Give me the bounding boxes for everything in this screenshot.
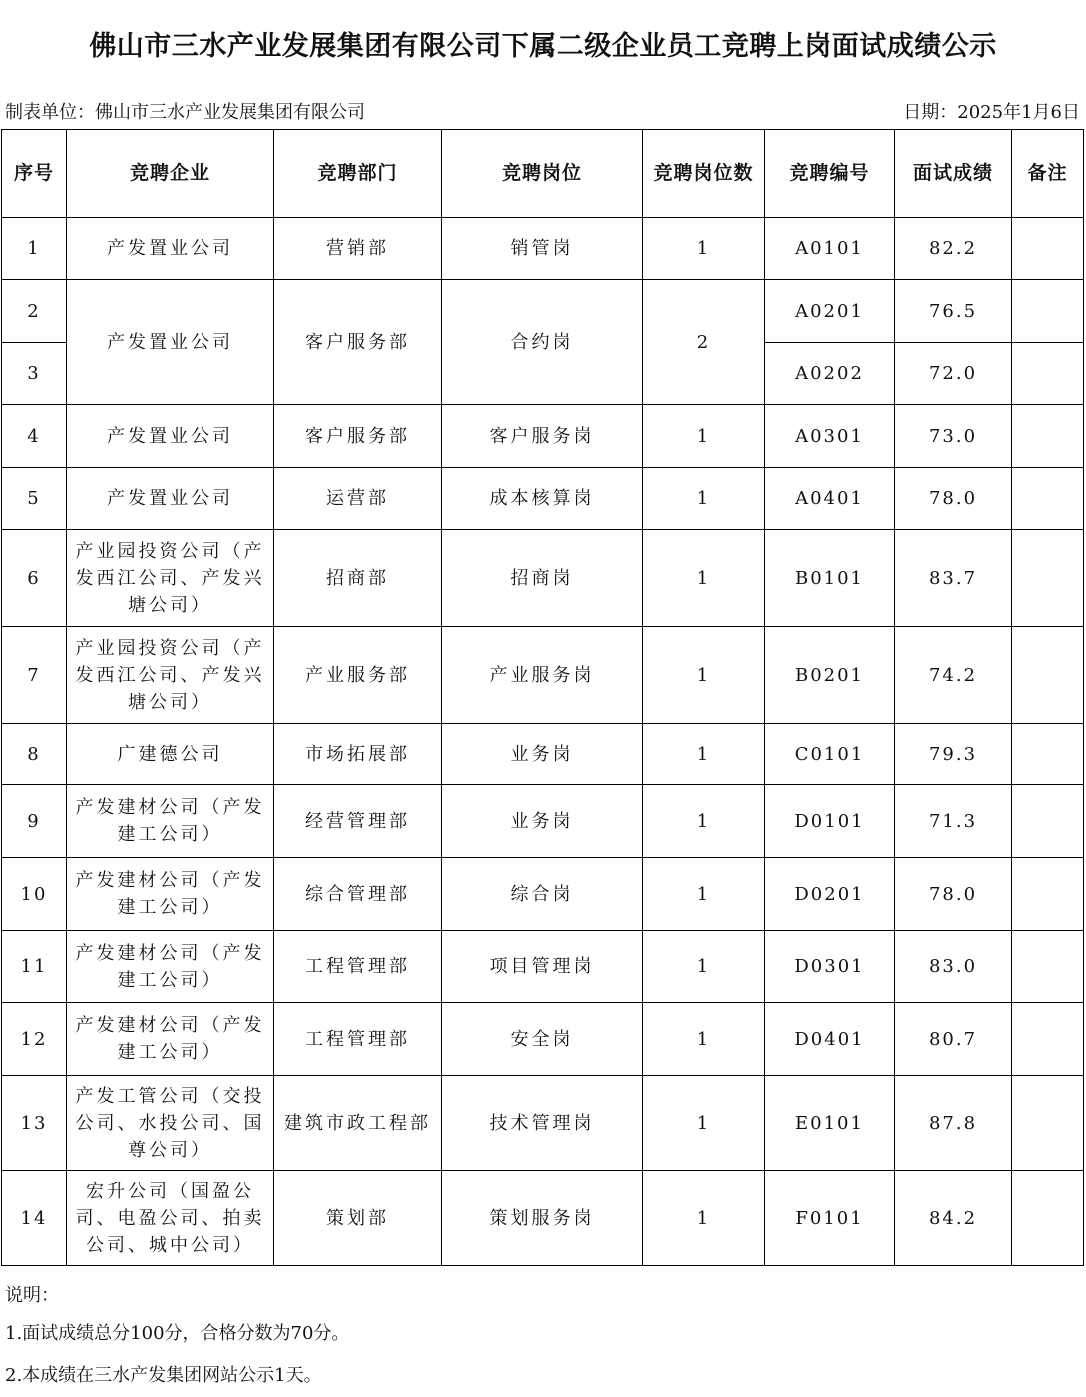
row-dept: 产业服务部 bbox=[274, 627, 442, 724]
row-no: 7 bbox=[2, 627, 67, 724]
row-remark bbox=[1012, 1076, 1084, 1171]
row-count: 1 bbox=[643, 931, 765, 1003]
row-code: F0101 bbox=[765, 1171, 895, 1266]
row-no: 12 bbox=[2, 1003, 67, 1076]
table-row bbox=[2, 931, 1084, 1003]
table-header-row bbox=[2, 130, 1084, 218]
row-score: 82.2 bbox=[895, 218, 1012, 280]
row-code: C0101 bbox=[765, 724, 895, 785]
row-post: 业务岗 bbox=[442, 785, 643, 858]
table-row bbox=[2, 280, 1084, 343]
row-no: 6 bbox=[2, 530, 67, 627]
row-dept: 经营管理部 bbox=[274, 785, 442, 858]
table-row bbox=[2, 218, 1084, 280]
row-count: 1 bbox=[643, 468, 765, 530]
row-remark bbox=[1012, 627, 1084, 724]
row-company: 产发置业公司 bbox=[67, 405, 274, 468]
row-company: 产发建材公司（产发建工公司） bbox=[67, 1003, 274, 1076]
row-post: 客户服务岗 bbox=[442, 405, 643, 468]
row-dept: 营销部 bbox=[274, 218, 442, 280]
row-company: 产发建材公司（产发建工公司） bbox=[67, 858, 274, 931]
row-score: 83.0 bbox=[895, 931, 1012, 1003]
table-row bbox=[2, 405, 1084, 468]
row-no: 9 bbox=[2, 785, 67, 858]
table-row bbox=[2, 858, 1084, 931]
row-dept: 客户服务部 bbox=[274, 405, 442, 468]
row-dept: 市场拓展部 bbox=[274, 724, 442, 785]
row-remark bbox=[1012, 218, 1084, 280]
header-code: 竞聘编号 bbox=[765, 130, 895, 218]
row-no: 5 bbox=[2, 468, 67, 530]
row-score: 78.0 bbox=[895, 858, 1012, 931]
notes-label: 说明： bbox=[5, 1285, 59, 1306]
row-no: 1 bbox=[2, 218, 67, 280]
header-score: 面试成绩 bbox=[895, 130, 1012, 218]
row-no: 3 bbox=[2, 343, 67, 405]
row-code: B0201 bbox=[765, 627, 895, 724]
row-remark bbox=[1012, 785, 1084, 858]
row-no: 4 bbox=[2, 405, 67, 468]
row-score: 80.7 bbox=[895, 1003, 1012, 1076]
row-post: 合约岗 bbox=[442, 280, 643, 405]
row-dept: 运营部 bbox=[274, 468, 442, 530]
row-dept: 招商部 bbox=[274, 530, 442, 627]
row-count: 1 bbox=[643, 1171, 765, 1266]
row-remark bbox=[1012, 530, 1084, 627]
row-count: 1 bbox=[643, 627, 765, 724]
note-line: 2.本成绩在三水产发集团网站公示1天。 bbox=[5, 1365, 322, 1386]
row-dept: 策划部 bbox=[274, 1171, 442, 1266]
table-row bbox=[2, 627, 1084, 724]
header-count: 竞聘岗位数 bbox=[643, 130, 765, 218]
header-remark: 备注 bbox=[1012, 130, 1084, 218]
header-company: 竞聘企业 bbox=[67, 130, 274, 218]
row-company: 产业园投资公司（产发西江公司、产发兴塘公司） bbox=[67, 627, 274, 724]
header-no: 序号 bbox=[2, 130, 67, 218]
row-code: E0101 bbox=[765, 1076, 895, 1171]
header-post: 竞聘岗位 bbox=[442, 130, 643, 218]
row-no: 10 bbox=[2, 858, 67, 931]
row-code: B0101 bbox=[765, 530, 895, 627]
row-score: 73.0 bbox=[895, 405, 1012, 468]
row-post: 安全岗 bbox=[442, 1003, 643, 1076]
table-row bbox=[2, 468, 1084, 530]
row-remark bbox=[1012, 405, 1084, 468]
row-code: D0401 bbox=[765, 1003, 895, 1076]
row-code: A0401 bbox=[765, 468, 895, 530]
row-score: 74.2 bbox=[895, 627, 1012, 724]
row-company: 宏升公司（国盈公司、电盈公司、拍卖公司、城中公司） bbox=[75, 1180, 265, 1256]
row-count: 1 bbox=[643, 785, 765, 858]
row-score: 87.8 bbox=[895, 1076, 1012, 1171]
row-remark bbox=[1012, 280, 1084, 343]
row-remark bbox=[1012, 858, 1084, 931]
row-company: 产业园投资公司（产发西江公司、产发兴塘公司） bbox=[67, 530, 274, 627]
page-title: 佛山市三水产业发展集团有限公司下属二级企业员工竞聘上岗面试成绩公示 bbox=[89, 31, 997, 62]
row-code: A0101 bbox=[765, 218, 895, 280]
row-score: 84.2 bbox=[895, 1171, 1012, 1266]
results-table bbox=[1, 129, 1084, 1266]
row-company: 产发建材公司（产发建工公司） bbox=[67, 785, 274, 858]
row-company: 产发工管公司（交投公司、水投公司、国尊公司） bbox=[67, 1076, 274, 1171]
row-dept: 工程管理部 bbox=[274, 1003, 442, 1076]
row-count: 1 bbox=[643, 1076, 765, 1171]
table-row bbox=[2, 785, 1084, 858]
table-row bbox=[2, 1076, 1084, 1171]
row-score: 76.5 bbox=[895, 280, 1012, 343]
row-code: D0301 bbox=[765, 931, 895, 1003]
row-count: 1 bbox=[643, 530, 765, 627]
table-row bbox=[2, 724, 1084, 785]
row-remark bbox=[1012, 343, 1084, 405]
row-dept: 建筑市政工程部 bbox=[274, 1076, 442, 1171]
row-no: 11 bbox=[2, 931, 67, 1003]
row-remark bbox=[1012, 931, 1084, 1003]
row-post: 综合岗 bbox=[442, 858, 643, 931]
row-dept: 工程管理部 bbox=[274, 931, 442, 1003]
table-row bbox=[2, 1171, 1084, 1266]
row-count: 1 bbox=[643, 724, 765, 785]
row-no: 2 bbox=[2, 280, 67, 343]
row-code: D0201 bbox=[765, 858, 895, 931]
row-post: 策划服务岗 bbox=[442, 1171, 643, 1266]
header-dept: 竞聘部门 bbox=[274, 130, 442, 218]
row-count: 1 bbox=[643, 405, 765, 468]
note-line: 1.面试成绩总分100分，合格分数为70分。 bbox=[5, 1323, 350, 1344]
row-post: 销管岗 bbox=[442, 218, 643, 280]
row-post: 项目管理岗 bbox=[442, 931, 643, 1003]
row-score: 78.0 bbox=[895, 468, 1012, 530]
row-count: 1 bbox=[643, 858, 765, 931]
row-company-cell bbox=[67, 1171, 274, 1266]
row-post: 招商岗 bbox=[442, 530, 643, 627]
row-remark bbox=[1012, 468, 1084, 530]
row-count: 1 bbox=[643, 1003, 765, 1076]
table-row bbox=[2, 1003, 1084, 1076]
row-score: 72.0 bbox=[895, 343, 1012, 405]
row-remark bbox=[1012, 1171, 1084, 1266]
row-company: 产发置业公司 bbox=[67, 280, 274, 405]
table-row bbox=[2, 530, 1084, 627]
row-score: 83.7 bbox=[895, 530, 1012, 627]
row-score: 79.3 bbox=[895, 724, 1012, 785]
row-code: D0101 bbox=[765, 785, 895, 858]
row-dept: 综合管理部 bbox=[274, 858, 442, 931]
row-company: 广建德公司 bbox=[67, 724, 274, 785]
row-code: A0301 bbox=[765, 405, 895, 468]
row-remark bbox=[1012, 724, 1084, 785]
row-no: 14 bbox=[2, 1171, 67, 1266]
row-code: A0201 bbox=[765, 280, 895, 343]
row-no: 8 bbox=[2, 724, 67, 785]
row-post: 产业服务岗 bbox=[442, 627, 643, 724]
row-company: 产发置业公司 bbox=[67, 468, 274, 530]
row-remark bbox=[1012, 1003, 1084, 1076]
row-score: 71.3 bbox=[895, 785, 1012, 858]
row-code: A0202 bbox=[765, 343, 895, 405]
row-post: 成本核算岗 bbox=[442, 468, 643, 530]
issuing-unit: 制表单位：佛山市三水产业发展集团有限公司 bbox=[5, 102, 365, 123]
row-post: 技术管理岗 bbox=[442, 1076, 643, 1171]
row-no: 13 bbox=[2, 1076, 67, 1171]
row-post: 业务岗 bbox=[442, 724, 643, 785]
row-company: 产发建材公司（产发建工公司） bbox=[67, 931, 274, 1003]
row-dept: 客户服务部 bbox=[274, 280, 442, 405]
issue-date: 日期：2025年1月6日 bbox=[903, 102, 1080, 123]
row-company: 产发置业公司 bbox=[67, 218, 274, 280]
row-count: 2 bbox=[643, 280, 765, 405]
row-count: 1 bbox=[643, 218, 765, 280]
